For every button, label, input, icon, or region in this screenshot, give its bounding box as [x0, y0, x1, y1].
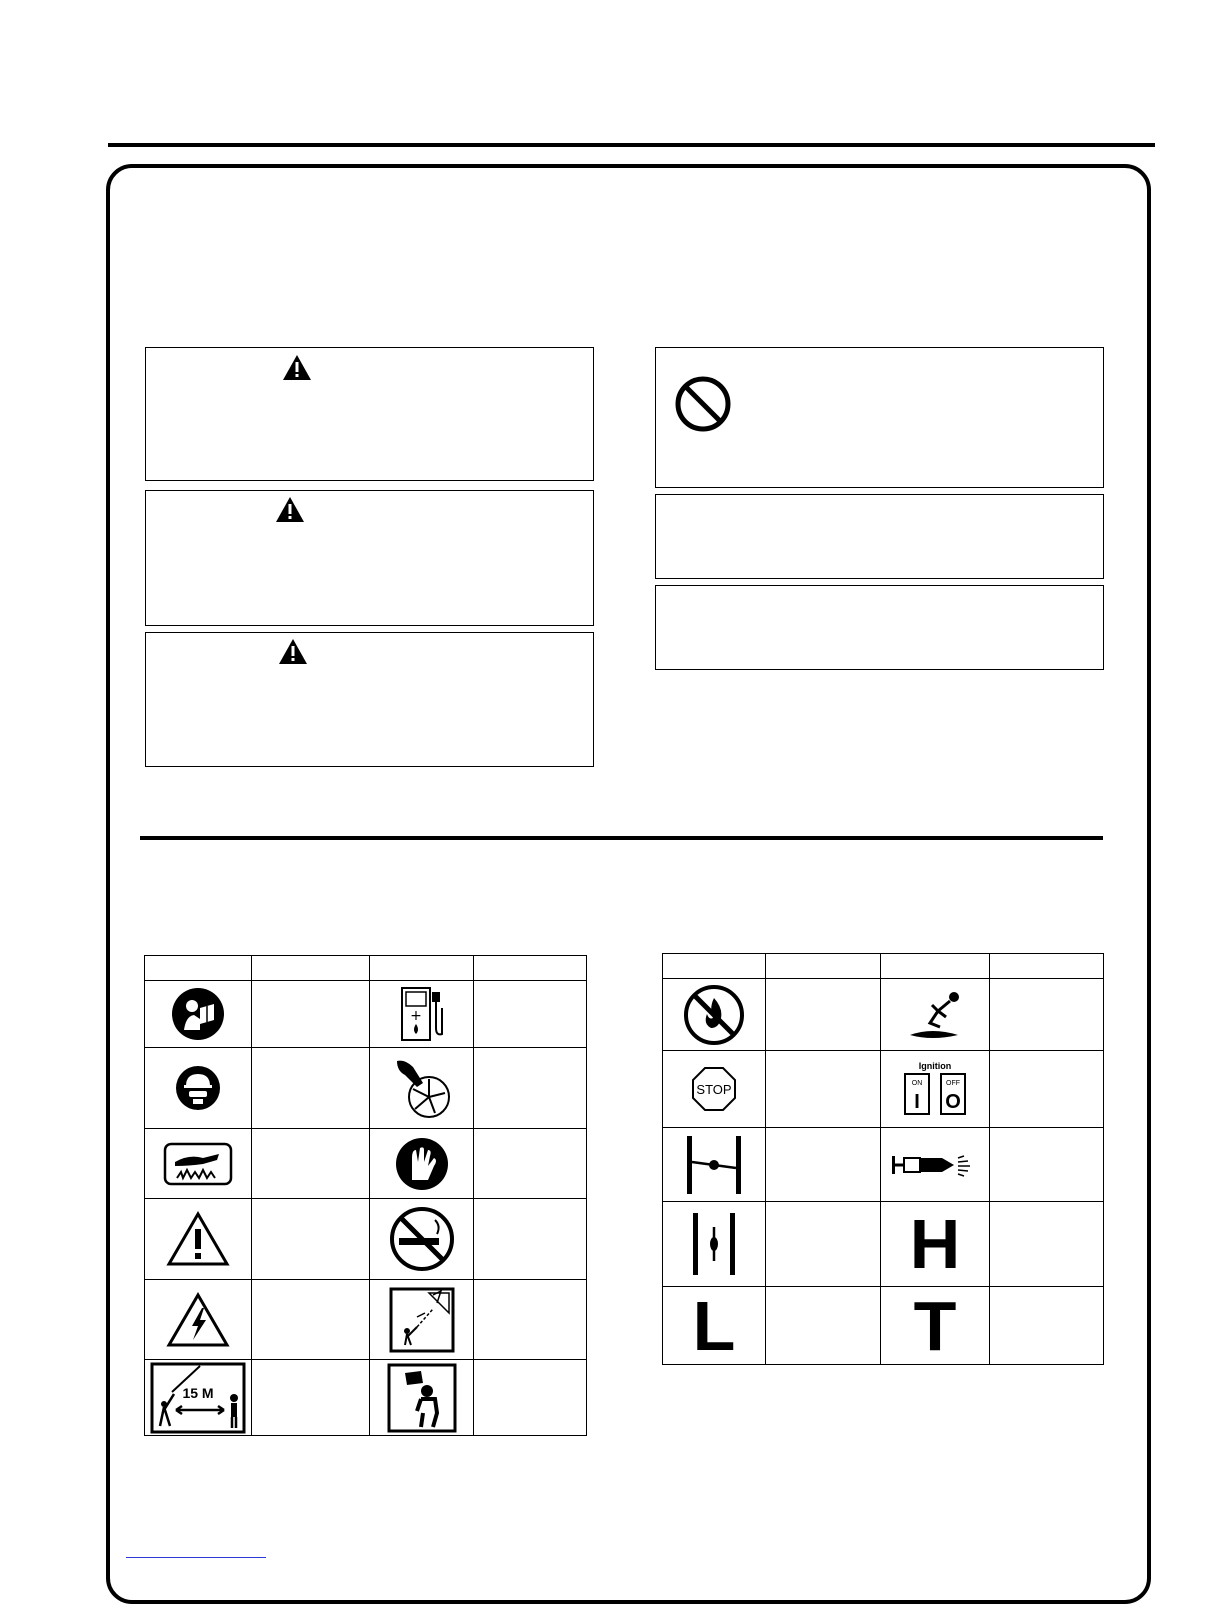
- symbol-label: [252, 1129, 370, 1199]
- symbol-label: [990, 1051, 1104, 1128]
- symbol-label: [990, 1202, 1104, 1287]
- symbols-table-left: [144, 955, 587, 1436]
- warning-triangle-icon: [278, 638, 308, 665]
- table-row: [663, 979, 1104, 1051]
- falling-object-icon: [387, 1363, 457, 1433]
- symbols-table-right: [662, 953, 1104, 1365]
- symbol-label: [252, 981, 370, 1048]
- distance-label: 15 M: [182, 1384, 214, 1401]
- symbol-label: [766, 1202, 881, 1287]
- symbol-label: [990, 1287, 1104, 1365]
- section-rule: [140, 836, 1103, 840]
- notice-box-3: [655, 585, 1104, 670]
- column-header: [766, 954, 881, 979]
- table-row: [663, 1128, 1104, 1202]
- column-header: [370, 956, 474, 981]
- warning-triangle-icon: [166, 1211, 230, 1267]
- column-header: [252, 956, 370, 981]
- table-row: [663, 1051, 1104, 1128]
- symbol-label: [990, 1128, 1104, 1202]
- injection-hazard-icon: [890, 1150, 980, 1180]
- table-row: [663, 1287, 1104, 1365]
- table-row: [145, 1129, 587, 1199]
- slip-hazard-icon: [902, 987, 968, 1043]
- symbol-label: [252, 1048, 370, 1129]
- warning-box-3: [145, 632, 594, 767]
- table-row: [145, 1048, 587, 1129]
- notice-box-2: [655, 494, 1104, 579]
- symbol-label: [252, 1360, 370, 1436]
- table-row: [145, 1360, 587, 1436]
- spray-wire-hazard-icon: [389, 1287, 455, 1353]
- symbol-label: [474, 1199, 587, 1280]
- table-row: [145, 1199, 587, 1280]
- link-underline[interactable]: [126, 1557, 266, 1558]
- choke-open-icon: [689, 1209, 739, 1279]
- electric-hazard-icon: [166, 1292, 230, 1348]
- notice-box-prohibition: [655, 347, 1104, 488]
- symbol-label: [766, 979, 881, 1051]
- warning-box-1: [145, 347, 594, 481]
- gloves-icon: [394, 1136, 450, 1192]
- fuel-pump-icon: [394, 984, 450, 1044]
- symbol-label: [474, 1129, 587, 1199]
- letter-h-icon: H: [909, 1205, 961, 1283]
- letter-t-icon: T: [913, 1286, 957, 1365]
- hard-hat-mask-icon: [174, 1064, 222, 1112]
- letter-l-icon: L: [692, 1286, 736, 1365]
- column-header: [663, 954, 766, 979]
- ignition-switch-icon: [899, 1060, 971, 1118]
- choke-closed-icon: [681, 1134, 747, 1196]
- column-header: [881, 954, 990, 979]
- symbol-label: [474, 1280, 587, 1360]
- ignition-on-glyph: I: [914, 1091, 920, 1113]
- top-rule: [108, 143, 1155, 147]
- ignition-on-label: ON: [911, 1080, 923, 1087]
- read-manual-icon: [170, 986, 226, 1042]
- no-smoking-icon: [389, 1206, 455, 1272]
- symbol-label: [766, 1287, 881, 1365]
- stop-sign-icon: [691, 1066, 737, 1112]
- prohibition-icon: [674, 375, 732, 433]
- ignition-off-glyph: O: [945, 1091, 961, 1113]
- symbol-label: [252, 1199, 370, 1280]
- ignition-off-label: OFF: [946, 1080, 960, 1087]
- symbol-label: [474, 1048, 587, 1129]
- symbol-label: [474, 981, 587, 1048]
- symbol-label: [766, 1051, 881, 1128]
- svg-text:+: +: [409, 1008, 422, 1024]
- column-header: [145, 956, 252, 981]
- symbol-label: [990, 979, 1104, 1051]
- warning-triangle-icon: [282, 354, 312, 381]
- table-row: [145, 981, 587, 1048]
- hand-fan-hazard-icon: [391, 1057, 453, 1119]
- no-open-flame-icon: [683, 984, 745, 1046]
- stop-label: STOP: [696, 1082, 732, 1097]
- hand-burn-icon: [163, 1142, 233, 1186]
- symbol-label: [474, 1360, 587, 1436]
- column-header: [990, 954, 1104, 979]
- column-header: [474, 956, 587, 981]
- symbol-label: [252, 1280, 370, 1360]
- warning-box-2: [145, 490, 594, 626]
- table-row: [663, 1202, 1104, 1287]
- warning-triangle-icon: [275, 496, 305, 523]
- table-row: [145, 1280, 587, 1360]
- symbol-label: [766, 1128, 881, 1202]
- ignition-title: Ignition: [918, 1061, 952, 1071]
- keep-distance-icon: [150, 1362, 246, 1434]
